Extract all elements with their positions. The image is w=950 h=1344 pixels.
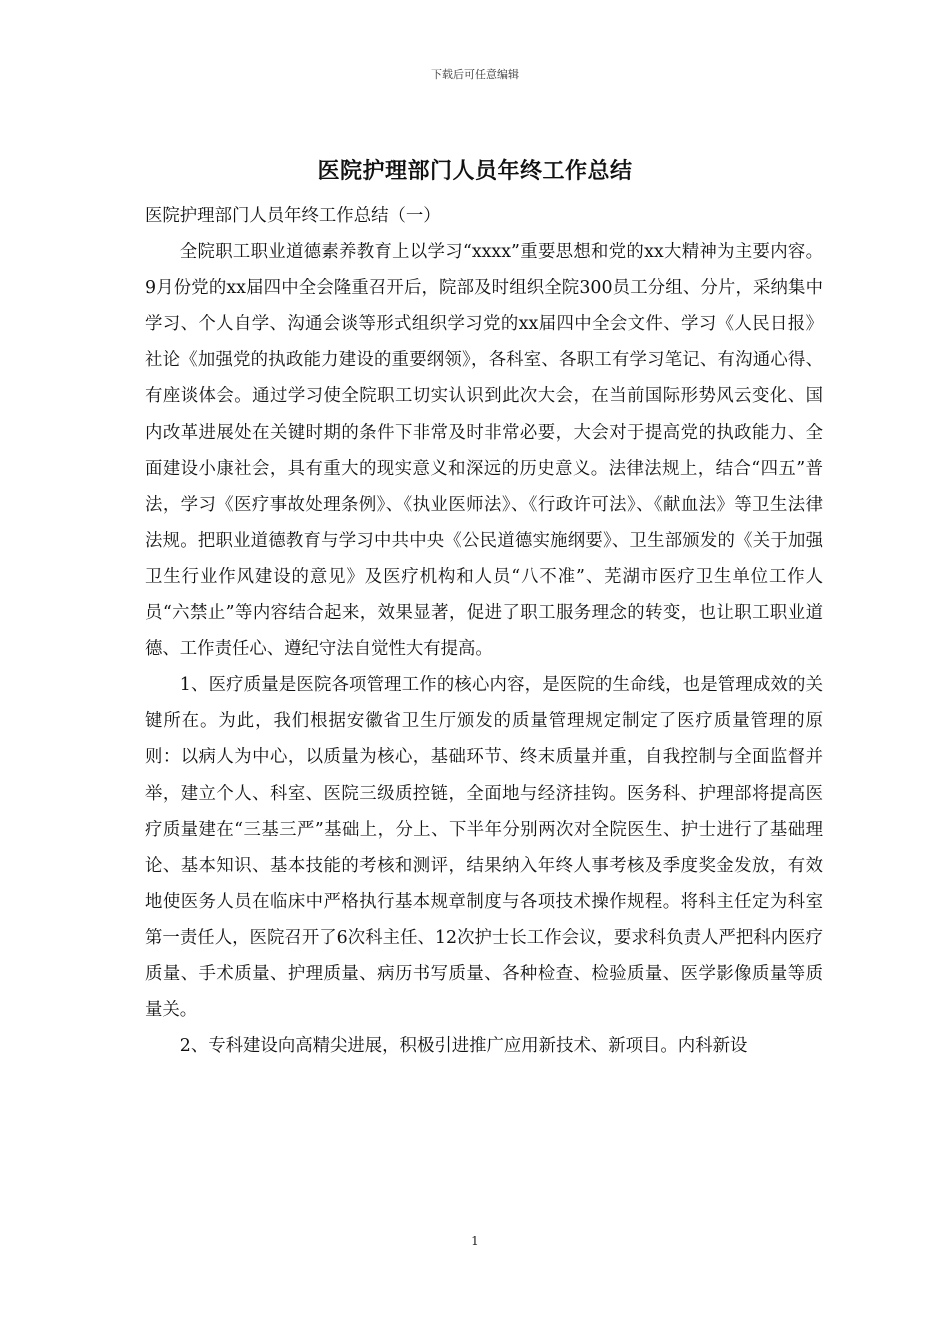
paragraph-1: 全院职工职业道德素养教育上以学习“xxxx”重要思想和党的xx大精神为主要内容。9月份党的xx届四中全会隆重召开后，院部及时组织全院300员工分组、分片，采纳集中学习、个人自学、沟通会谈等形式组织学习党的xx届四中全会文件、学习《人民日报》社论《加强党的执政能力建设的重要纲领》，各科室、各职工有学习笔记、有沟通心得、有座谈体会。通过学习使全院职工切实认识到此次大会，在当前国际形势风云变化、国内改革进展处在关键时期的条件下非常及时非常必要，大会对于提高党的执政能力、全面建设小康社会，具有重大的现实意义和深远的历史意义。法律法规上，结合“四五”普法，学习《医疗事故处理条例》、《执业医师法》、《行政许可法》、《献血法》等卫生法律法规。把职业道德教育与学习中共中央《公民道德实施纲要》、卫生部颁发的《关于加强卫生行业作风建设的意见》及医疗机构和人员“八不准”、芜湖市医疗卫生单位工作人员“六禁止”等内容结合起来，效果显著，促进了职工服务理念的转变，也让职工职业道德、工作责任心、遵纪守法自觉性大有提高。	[145, 242, 823, 660]
document-title: 医院护理部门人员年终工作总结	[317, 158, 633, 184]
document-body	[145, 198, 823, 1064]
paragraph-3: 2、专科建设向高精尖进展，积极引进推广应用新技术、新项目。内科新设	[179, 1036, 748, 1057]
paragraph-2: 1、医疗质量是医院各项管理工作的核心内容，是医院的生命线，也是管理成效的关键所在。为此，我们根据安徽省卫生厅颁发的质量管理规定制定了医疗质量管理的原则：以病人为中心，以质量为核心，基础环节、终末质量并重，自我控制与全面监督并举，建立个人、科室、医院三级质控链，全面地与经济挂钩。医务科、护理部将提高医疗质量建在“三基三严”基础上，分上、下半年分别两次对全院医生、护士进行了基础理论、基本知识、基本技能的考核和测评，结果纳入年终人事考核及季度奖金发放，有效地使医务人员在临床中严格执行基本规章制度与各项技术操作规程。将科主任定为科室第一责任人，医院召开了6次科主任、12次护士长工作会议，要求科负责人严把科内医疗质量、手术质量、护理质量、病历书写质量、各种检查、检验质量、医学影像质量等质量关。	[145, 675, 823, 1021]
document-subtitle: 医院护理部门人员年终工作总结（一）	[145, 206, 441, 226]
header-note: 下载后可任意编辑	[431, 68, 519, 81]
page-number: 1	[471, 1234, 479, 1248]
